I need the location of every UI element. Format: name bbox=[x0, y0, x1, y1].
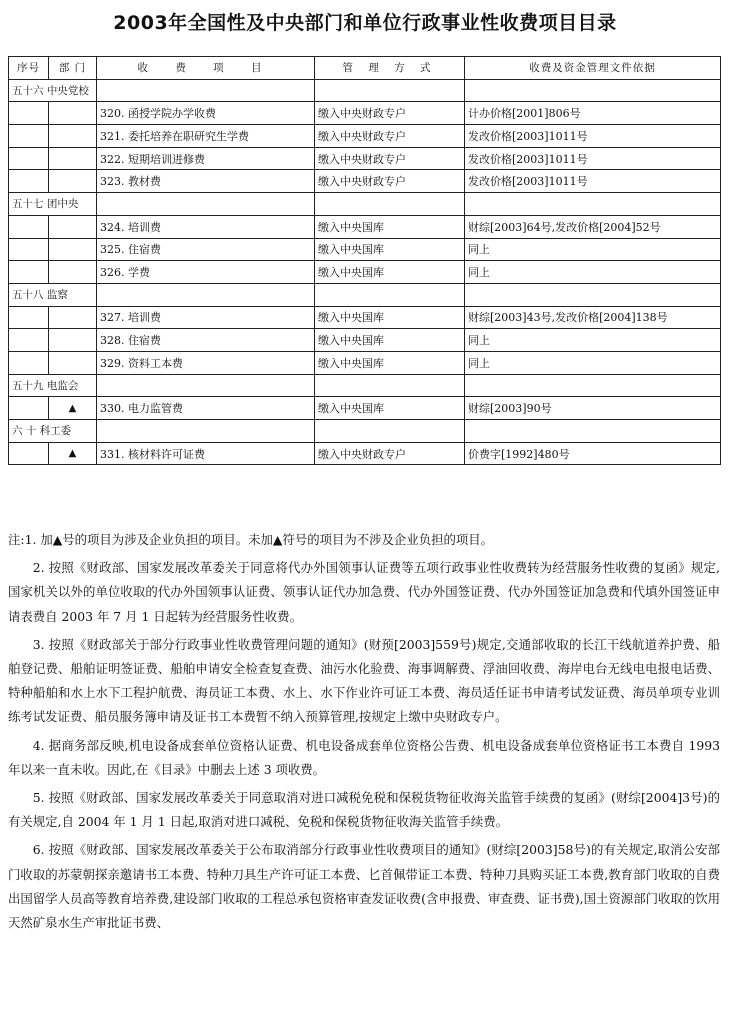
cell-mgmt bbox=[315, 283, 465, 306]
note-paragraph: 6. 按照《财政部、国家发展改革委关于公布取消部分行政事业性收费项目的通知》(财综[2003]58号)的有关规定,取消公安部门收取的苏蒙朝探亲邀请书工本费、特种刀具生产许可证工本费、匕首佩带证工本费、特种刀具购买证工本费,教育部门收取的自费出国留学人员高等教育培养费,建设部门收取的工程总承包资格审查发证收费(含申报费、审查费、证书费),国土资源部门收取的饮用天然矿泉水生产审批证书费、 bbox=[8, 842, 720, 931]
cell-item: 331. 核材料许可证费 bbox=[97, 442, 315, 465]
section-number: 五十九 bbox=[12, 379, 44, 392]
table-header-row bbox=[9, 57, 721, 80]
section-row bbox=[9, 193, 721, 216]
section-number: 五十八 bbox=[12, 289, 44, 302]
table-row bbox=[9, 329, 721, 352]
cell-num bbox=[9, 442, 49, 465]
table-row bbox=[9, 170, 721, 193]
cell-basis: 发改价格[2003]1011号 bbox=[465, 170, 721, 193]
cell-mgmt bbox=[315, 374, 465, 397]
header-num: 序号 bbox=[9, 57, 49, 80]
cell-item bbox=[97, 374, 315, 397]
page-title: 2003年全国性及中央部门和单位行政事业性收费项目目录 bbox=[113, 12, 617, 34]
table-row bbox=[9, 306, 721, 329]
cell-mgmt bbox=[315, 193, 465, 216]
cell-basis: 发改价格[2003]1011号 bbox=[465, 147, 721, 170]
cell-mgmt bbox=[315, 420, 465, 443]
cell-mgmt: 缴入中央国库 bbox=[315, 215, 465, 238]
section-row bbox=[9, 420, 721, 443]
cell-basis: 发改价格[2003]1011号 bbox=[465, 125, 721, 148]
cell-item: 330. 电力监管费 bbox=[97, 397, 315, 420]
section-number: 六 十 bbox=[12, 425, 37, 438]
section-number: 五十七 bbox=[12, 198, 44, 211]
cell-num bbox=[9, 397, 49, 420]
cell-mgmt: 缴入中央财政专户 bbox=[315, 102, 465, 125]
cell-item bbox=[97, 193, 315, 216]
burden-mark bbox=[49, 306, 97, 329]
cell-num bbox=[9, 125, 49, 148]
table-row bbox=[9, 442, 721, 465]
burden-mark bbox=[49, 170, 97, 193]
table-row bbox=[9, 125, 721, 148]
cell-item: 321. 委托培养在职研究生学费 bbox=[97, 125, 315, 148]
section-label bbox=[9, 193, 97, 216]
section-dept: 中央党校 bbox=[46, 85, 89, 98]
cell-basis bbox=[465, 79, 721, 102]
cell-mgmt: 缴入中央国库 bbox=[315, 351, 465, 374]
burden-mark bbox=[49, 125, 97, 148]
notes-section bbox=[8, 528, 720, 939]
cell-num bbox=[9, 238, 49, 261]
cell-item bbox=[97, 283, 315, 306]
cell-basis: 价费字[1992]480号 bbox=[465, 442, 721, 465]
note-paragraph: 注:1. 加▲号的项目为涉及企业负担的项目。未加▲符号的项目为不涉及企业负担的项目。 bbox=[8, 532, 494, 547]
burden-mark: ▲ bbox=[49, 442, 97, 465]
section-dept: 团中央 bbox=[46, 198, 79, 211]
note-paragraph: 2. 按照《财政部、国家发展改革委关于同意将代办外国领事认证费等五项行政事业性收费转为经营服务性收费的复函》规定,国家机关以外的单位收取的代办外国领事认证费、领事认证代办加急费、代办外国签证费、代办外国签证加急费和代填外国签证申请表费自 2003 年 7 月 1 日起转为经营服务性收费。 bbox=[8, 560, 720, 624]
section-number: 五十六 bbox=[12, 85, 44, 98]
table-row bbox=[9, 397, 721, 420]
cell-basis bbox=[465, 283, 721, 306]
cell-num bbox=[9, 215, 49, 238]
cell-mgmt: 缴入中央国库 bbox=[315, 329, 465, 352]
burden-mark bbox=[49, 261, 97, 284]
section-label bbox=[9, 420, 97, 443]
section-row bbox=[9, 283, 721, 306]
cell-basis bbox=[465, 420, 721, 443]
cell-mgmt: 缴入中央财政专户 bbox=[315, 442, 465, 465]
cell-basis: 同上 bbox=[465, 261, 721, 284]
section-label bbox=[9, 374, 97, 397]
header-basis: 收费及资金管理文件依据 bbox=[465, 57, 721, 80]
burden-mark: ▲ bbox=[49, 397, 97, 420]
header-dept: 部 门 bbox=[49, 57, 97, 80]
note-paragraph: 4. 据商务部反映,机电设备成套单位资格认证费、机电设备成套单位资格公告费、机电设备成套单位资格证书工本费自 1993 年以来一直未收。因此,在《目录》中删去上述 3 项收费。 bbox=[8, 737, 720, 777]
cell-num bbox=[9, 147, 49, 170]
burden-mark bbox=[49, 147, 97, 170]
section-dept: 电监会 bbox=[46, 379, 79, 392]
table-row bbox=[9, 215, 721, 238]
burden-mark bbox=[49, 351, 97, 374]
section-row bbox=[9, 374, 721, 397]
cell-basis: 同上 bbox=[465, 238, 721, 261]
section-row bbox=[9, 79, 721, 102]
cell-item: 322. 短期培训进修费 bbox=[97, 147, 315, 170]
burden-mark bbox=[49, 238, 97, 261]
table-row bbox=[9, 238, 721, 261]
cell-item: 325. 住宿费 bbox=[97, 238, 315, 261]
cell-mgmt: 缴入中央财政专户 bbox=[315, 125, 465, 148]
cell-num bbox=[9, 306, 49, 329]
cell-basis bbox=[465, 193, 721, 216]
burden-mark bbox=[49, 329, 97, 352]
table-row bbox=[9, 147, 721, 170]
cell-item: 327. 培训费 bbox=[97, 306, 315, 329]
cell-num bbox=[9, 351, 49, 374]
cell-basis: 同上 bbox=[465, 329, 721, 352]
cell-mgmt: 缴入中央国库 bbox=[315, 306, 465, 329]
cell-num bbox=[9, 102, 49, 125]
cell-item: 323. 教材费 bbox=[97, 170, 315, 193]
cell-basis: 计办价格[2001]806号 bbox=[465, 102, 721, 125]
table-row bbox=[9, 102, 721, 125]
cell-mgmt: 缴入中央财政专户 bbox=[315, 147, 465, 170]
table-body bbox=[9, 79, 721, 465]
cell-item: 329. 资料工本费 bbox=[97, 351, 315, 374]
burden-mark bbox=[49, 102, 97, 125]
cell-basis: 财综[2003]64号,发改价格[2004]52号 bbox=[465, 215, 721, 238]
section-dept: 监察 bbox=[46, 289, 68, 302]
table-row bbox=[9, 261, 721, 284]
fee-table bbox=[8, 56, 721, 465]
section-label bbox=[9, 79, 97, 102]
cell-basis: 同上 bbox=[465, 351, 721, 374]
cell-item bbox=[97, 420, 315, 443]
section-dept: 科工委 bbox=[39, 425, 72, 438]
header-item: 收 费 项 目 bbox=[97, 57, 315, 80]
table-row bbox=[9, 351, 721, 374]
cell-mgmt: 缴入中央国库 bbox=[315, 397, 465, 420]
cell-item: 324. 培训费 bbox=[97, 215, 315, 238]
cell-mgmt: 缴入中央财政专户 bbox=[315, 170, 465, 193]
cell-num bbox=[9, 170, 49, 193]
cell-num bbox=[9, 261, 49, 284]
cell-mgmt bbox=[315, 79, 465, 102]
cell-mgmt: 缴入中央国库 bbox=[315, 261, 465, 284]
note-paragraph: 3. 按照《财政部关于部分行政事业性收费管理问题的通知》(财预[2003]559号)规定,交通部收取的长江干线航道养护费、船舶登记费、船舶证明签证费、船舶申请安全检查复查费、油污水化验费、海事调解费、浮油回收费、海岸电台无线电电报电话费、特种船舶和水上水下工程护航费、海员证工本费、水上、水下作业许可证工本费、海员适任证书申请考试发证费、海员单项专业训练考试发证费、船员服务簿申请及证书工本费暂不纳入预算管理,按规定上缴中央财政专户。 bbox=[8, 636, 720, 725]
cell-basis: 财综[2003]90号 bbox=[465, 397, 721, 420]
cell-item: 320. 函授学院办学收费 bbox=[97, 102, 315, 125]
cell-basis: 财综[2003]43号,发改价格[2004]138号 bbox=[465, 306, 721, 329]
cell-item bbox=[97, 79, 315, 102]
header-mgmt: 管 理 方 式 bbox=[315, 57, 465, 80]
cell-basis bbox=[465, 374, 721, 397]
note-paragraph: 5. 按照《财政部、国家发展改革委关于同意取消对进口减税免税和保税货物征收海关监管手续费的复函》(财综[2004]3号)的有关规定,自 2004 年 1 月 1 日起,取消对进口减税、免税和保税货物征收海关监管手续费。 bbox=[8, 790, 720, 830]
cell-item: 326. 学费 bbox=[97, 261, 315, 284]
cell-item: 328. 住宿费 bbox=[97, 329, 315, 352]
cell-num bbox=[9, 329, 49, 352]
burden-mark bbox=[49, 215, 97, 238]
section-label bbox=[9, 283, 97, 306]
cell-mgmt: 缴入中央国库 bbox=[315, 238, 465, 261]
